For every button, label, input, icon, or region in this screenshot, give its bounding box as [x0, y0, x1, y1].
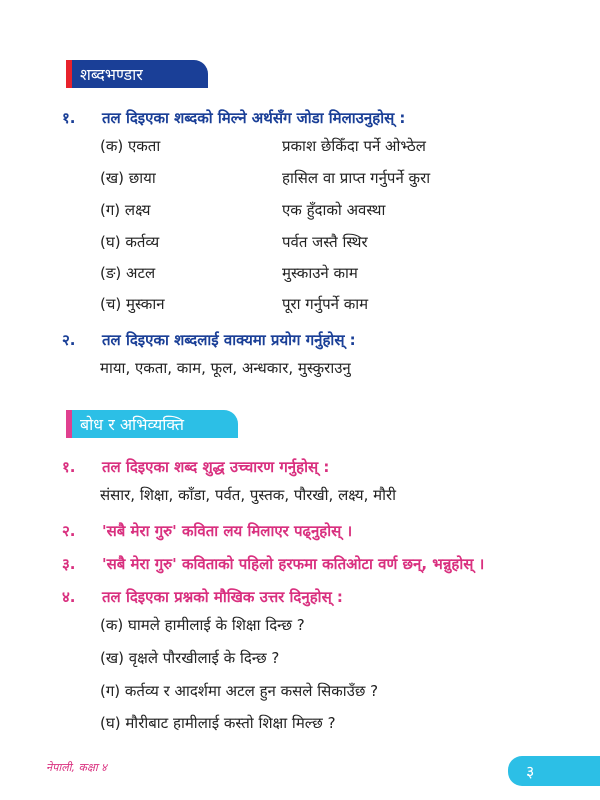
sub-question: (ग) कर्तव्य र आदर्शमा अटल हुन कसले सिकाउँछ ? — [100, 682, 379, 700]
sub-question: (घ) मौरीबाट हामीलाई कस्तो शिक्षा मिल्छ ? — [100, 714, 336, 732]
match-left-item: (घ) कर्तव्य — [100, 233, 160, 251]
question-number: ३. — [62, 555, 76, 573]
match-left-item: (क) एकता — [100, 137, 161, 155]
match-right-item: प्रकाश छेकिँदा पर्ने ओभ्ठेल — [282, 137, 426, 155]
word-list: माया, एकता, काम, फूल, अन्धकार, मुस्कुराउनु — [100, 359, 351, 377]
section-title: शब्दभण्डार — [80, 65, 143, 84]
sub-question: (ख) वृक्षले पौरखीलाई के दिन्छ ? — [100, 649, 280, 667]
match-left-item: (ख) छाया — [100, 169, 156, 187]
section-banner-comprehension — [66, 410, 238, 438]
match-left-item: (ङ) अटल — [100, 264, 156, 282]
word-list: संसार, शिक्षा, काँडा, पर्वत, पुस्तक, पौरखी, लक्ष्य, मौरी — [100, 486, 397, 504]
match-left-item: (ग) लक्ष्य — [100, 201, 151, 219]
sub-question: (क) घामले हामीलाई के शिक्षा दिन्छ ? — [100, 616, 305, 634]
question-b1 — [62, 457, 329, 477]
match-left-item: (च) मुस्कान — [100, 295, 165, 313]
section-title: बोध र अभिव्यक्ति — [80, 415, 185, 434]
question-2 — [62, 330, 356, 350]
question-number: ४. — [62, 588, 76, 606]
question-b2 — [62, 521, 352, 541]
question-1 — [62, 108, 405, 128]
question-number: २. — [62, 522, 76, 540]
match-right-item: हासिल वा प्राप्त गर्नुपर्ने कुरा — [282, 169, 431, 187]
question-number: २. — [62, 331, 76, 349]
page-number: ३ — [508, 756, 600, 786]
match-right-item: एक हुँदाको अवस्था — [282, 201, 386, 219]
question-text: तल दिइएका प्रश्नको मौखिक उत्तर दिनुहोस् : — [102, 588, 343, 606]
question-number: १. — [62, 109, 76, 127]
question-text: तल दिइएका शब्द शुद्ध उच्चारण गर्नुहोस् : — [102, 458, 330, 476]
question-b4 — [62, 587, 343, 607]
question-text: 'सबै मेरा गुरु' कविता लय मिलाएर पढ्नुहोस् । — [102, 522, 353, 540]
section-banner-vocab — [66, 60, 208, 88]
match-right-item: पर्वत जस्तै स्थिर — [282, 233, 368, 251]
question-text: 'सबै मेरा गुरु' कविताको पहिलो हरफमा कतिओटा वर्ण छन्, भन्नुहोस् । — [102, 555, 485, 573]
question-number: १. — [62, 458, 76, 476]
match-right-item: मुस्काउने काम — [282, 264, 358, 282]
match-right-item: पूरा गर्नुपर्ने काम — [282, 295, 369, 313]
question-text: तल दिइएका शब्दलाई वाक्यमा प्रयोग गर्नुहोस् : — [102, 331, 356, 349]
question-text: तल दिइएका शब्दको मिल्ने अर्थसँग जोडा मिलाउनुहोस् : — [102, 109, 406, 127]
question-b3 — [62, 554, 484, 574]
footer-book-title: नेपाली, कक्षा ४ — [46, 761, 107, 774]
